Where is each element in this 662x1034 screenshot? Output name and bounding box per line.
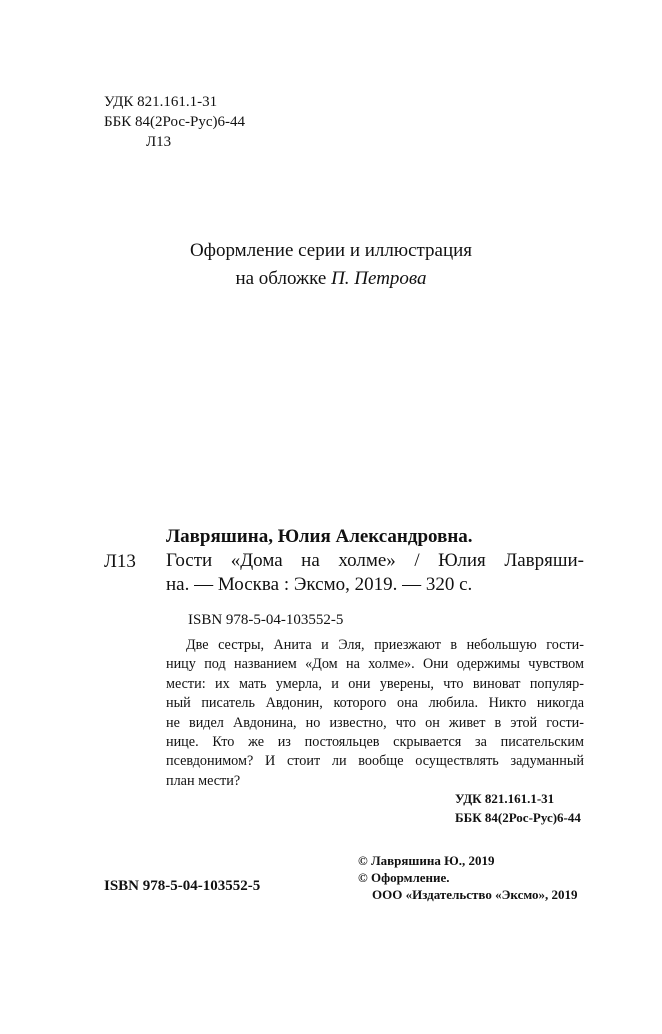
copyright-design: © Оформление. bbox=[358, 870, 450, 885]
annotation-line: ницу под названием «Дом на холме». Они одержимы чувством bbox=[166, 656, 584, 673]
credit-line-1: Оформление серии и иллюстрация bbox=[189, 240, 473, 261]
bib-isbn: ISBN 978-5-04-103552-5 bbox=[188, 612, 344, 628]
annotation-line: ный писатель Авдонин, которого она любила. Никто никогда bbox=[166, 695, 584, 712]
annotation-line: нице. Кто же из постояльцев скрывается за писательским bbox=[166, 734, 584, 751]
credit-prefix: на обложке bbox=[235, 268, 332, 289]
bib-text bbox=[166, 525, 584, 597]
annotation bbox=[166, 636, 584, 791]
bib-author-mark: Л13 bbox=[104, 551, 136, 572]
annotation-bbk: ББК 84(2Рос-Рус)6-44 bbox=[455, 810, 581, 825]
author-mark: Л13 bbox=[146, 134, 172, 150]
copyright-publisher: ООО «Издательство «Эксмо», 2019 bbox=[372, 887, 578, 902]
bib-title-line-1: Гости «Дома на холме» / Юлия Лавряши- bbox=[166, 550, 584, 571]
annotation-line: псевдонимом? И стоит ли вообще осуществлять задуманный bbox=[166, 753, 584, 770]
illustrator-name: П. Петрова bbox=[331, 268, 427, 289]
copyright-author: © Лавряшина Ю., 2019 bbox=[358, 853, 495, 868]
annotation-line: Две сестры, Анита и Эля, приезжают в небольшую гости- bbox=[186, 637, 584, 653]
annotation-udk: УДК 821.161.1-31 bbox=[455, 791, 555, 806]
footer-isbn: ISBN 978-5-04-103552-5 bbox=[104, 878, 261, 894]
bib-author: Лавряшина, Юлия Александровна. bbox=[166, 526, 473, 547]
bib-title-line-2: на. — Москва : Эксмо, 2019. — 320 с. bbox=[166, 574, 473, 595]
annotation-line: план мести? bbox=[166, 772, 241, 789]
udk-code: УДК 821.161.1-31 bbox=[104, 94, 218, 110]
annotation-line: мести: их мать умерла, и они уверены, что виноват популяр- bbox=[166, 675, 584, 692]
credit-line-2 bbox=[0, 264, 662, 294]
bbk-code: ББК 84(2Рос-Рус)6-44 bbox=[104, 114, 245, 130]
annotation-line: не видел Авдонина, но известно, что он живет в этой гости- bbox=[166, 714, 584, 731]
